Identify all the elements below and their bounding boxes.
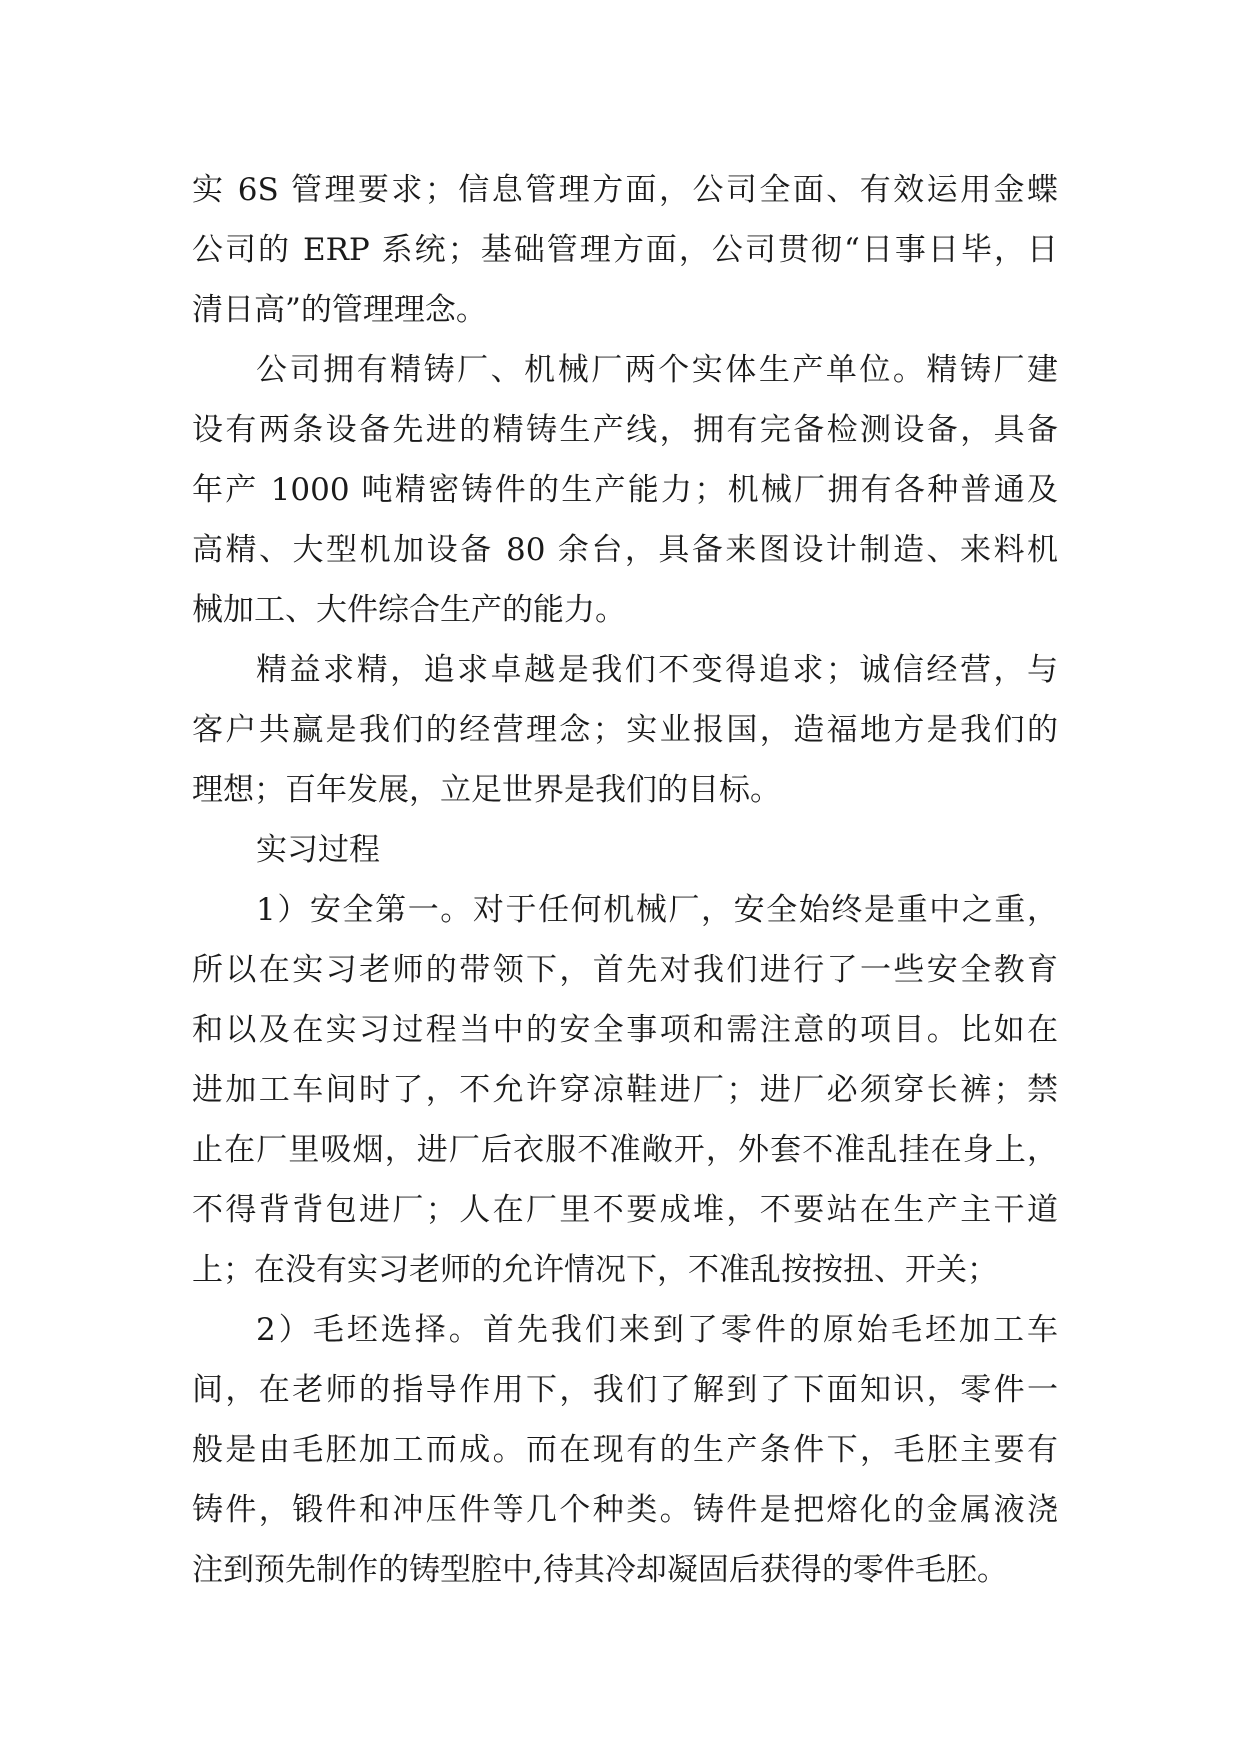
text-line: 清日高”的管理理念。 (192, 292, 487, 328)
text-line: 械加工、大件综合生产的能力。 (192, 592, 626, 628)
text-line: 止在厂里吸烟，进厂后衣服不准敞开，外套不准乱挂在身上， (192, 1132, 1058, 1168)
document-body (192, 160, 1058, 1600)
text-line: 铸件，锻件和冲压件等几个种类。铸件是把熔化的金属液浇 (192, 1492, 1058, 1528)
text-line: 精益求精，追求卓越是我们不变得追求；诚信经营，与 (256, 652, 1058, 688)
text-line: 进加工车间时了，不允许穿凉鞋进厂；进厂必须穿长裤；禁 (192, 1072, 1058, 1108)
text-line: 设有两条设备先进的精铸生产线，拥有完备检测设备，具备 (192, 412, 1058, 448)
text-line: 公司拥有精铸厂、机械厂两个实体生产单位。精铸厂建 (256, 352, 1058, 388)
text-line: 理想；百年发展，立足世界是我们的目标。 (192, 772, 781, 808)
text-line: 公司的 ERP 系统；基础管理方面，公司贯彻“日事日毕，日 (192, 232, 1058, 268)
text-line: 客户共赢是我们的经营理念；实业报国，造福地方是我们的 (192, 712, 1058, 748)
text-line: 间，在老师的指导作用下，我们了解到了下面知识，零件一 (192, 1372, 1058, 1408)
text-line: 1）安全第一。对于任何机械厂，安全始终是重中之重， (256, 892, 1058, 928)
text-line: 高精、大型机加设备 80 余台，具备来图设计制造、来料机 (192, 532, 1058, 568)
text-line: 和以及在实习过程当中的安全事项和需注意的项目。比如在 (192, 1012, 1058, 1048)
text-line: 实 6S 管理要求；信息管理方面，公司全面、有效运用金蝶 (192, 172, 1058, 208)
text-line: 上；在没有实习老师的允许情况下，不准乱按按扭、开关； (192, 1252, 998, 1288)
text-line: 2）毛坯选择。首先我们来到了零件的原始毛坯加工车 (256, 1312, 1058, 1348)
text-line: 般是由毛胚加工而成。而在现有的生产条件下，毛胚主要有 (192, 1432, 1058, 1468)
text-line: 实习过程 (256, 832, 380, 868)
text-line: 年产 1000 吨精密铸件的生产能力；机械厂拥有各种普通及 (192, 472, 1058, 508)
text-line: 不得背背包进厂；人在厂里不要成堆，不要站在生产主干道 (192, 1192, 1058, 1228)
text-line: 注到预先制作的铸型腔中,待其冷却凝固后获得的零件毛胚。 (192, 1552, 1008, 1588)
text-line: 所以在实习老师的带领下，首先对我们进行了一些安全教育 (192, 952, 1058, 988)
